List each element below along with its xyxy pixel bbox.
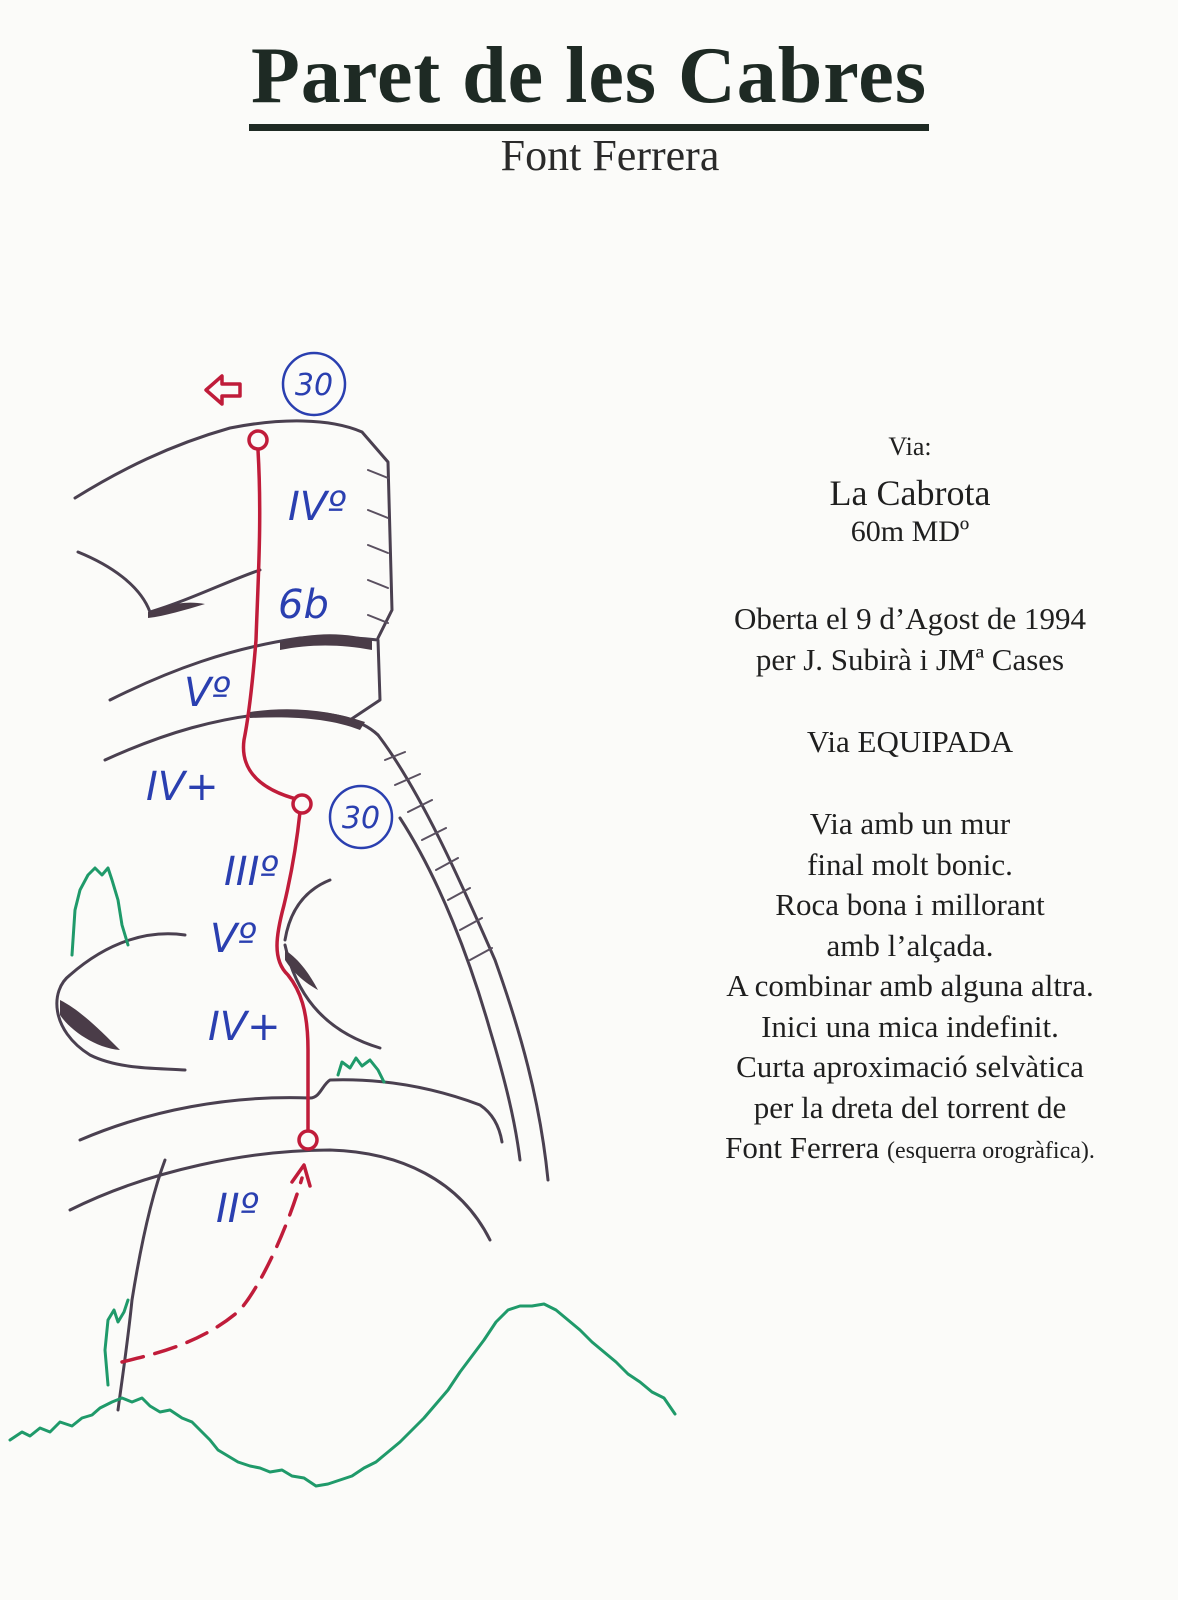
bolt-count-badge-top <box>283 353 345 415</box>
description-line: final molt bonic. <box>807 846 1013 882</box>
bolt-count-badge-middle <box>330 786 392 848</box>
description-line: Curta aproximació selvàtica <box>736 1049 1084 1084</box>
rock-shadow-4 <box>285 950 318 990</box>
descent-arrow-icon <box>206 376 240 404</box>
rock-shadow-3 <box>250 709 365 730</box>
rock-face-right-1 <box>368 470 388 623</box>
belay-station-icon <box>299 1131 317 1149</box>
description-line: Inici una mica indefinit. <box>761 1008 1059 1044</box>
via-length-grade: 60m MDº <box>850 515 970 548</box>
description-line: Via amb un mur <box>809 806 1011 841</box>
route-description <box>660 804 1160 1172</box>
description-last-main: Font Ferrera <box>725 1130 887 1165</box>
rock-shadow-5 <box>60 1000 120 1050</box>
description-last-note: (esquerra orogràfica). <box>886 1138 1095 1164</box>
via-label: Via: <box>888 432 932 461</box>
belay-station-icon <box>293 795 311 813</box>
equipment-status: Via EQUIPADA <box>806 724 1014 759</box>
rock-ledge-lower-2 <box>70 1150 490 1240</box>
rock-ledge-upper <box>78 552 260 612</box>
grade-label-6: Vº <box>210 916 257 962</box>
rock-ledge-lower-1 <box>80 1080 502 1142</box>
bolt-count-middle: 30 <box>341 801 381 836</box>
description-line: Roca bona i millorant <box>775 887 1045 922</box>
grade-label-5: IIIº <box>224 849 279 895</box>
rock-boulder-left <box>57 934 185 1070</box>
grade-label-2: 6b <box>278 582 329 628</box>
page-title-text: Paret de les Cabres <box>249 28 929 131</box>
via-name: La Cabrota <box>829 473 991 513</box>
rock-slab-hatch <box>385 752 492 960</box>
rock-base-left <box>118 1160 165 1410</box>
rock-ledge-6b <box>110 637 380 720</box>
grade-label-1: IVº <box>288 484 347 530</box>
belay-station-icon <box>249 431 267 449</box>
grade-label-3: Vº <box>184 670 231 716</box>
rock-shadow-1 <box>148 603 205 618</box>
route-info-panel <box>660 430 1160 1172</box>
description-line-last <box>660 1128 1160 1172</box>
grade-label-8: IIº <box>216 1186 259 1232</box>
opened-by: per J. Subirà i JMª Cases <box>755 642 1065 677</box>
route-line-approach-dashed <box>122 1178 302 1362</box>
rock-slab-right-inner <box>400 818 520 1160</box>
rock-slab-right-outer <box>378 735 548 1180</box>
opened-date: Oberta el 9 d’Agost de 1994 <box>733 601 1087 636</box>
rock-shadow-2 <box>280 634 372 650</box>
description-line: amb l’alçada. <box>826 927 994 963</box>
description-line: per la dreta del torrent de <box>753 1089 1067 1125</box>
grade-label-4: IV+ <box>146 764 219 810</box>
description-line: A combinar amb alguna altra. <box>726 968 1094 1003</box>
bolt-count-top: 30 <box>294 368 334 403</box>
ground-line <box>10 1304 675 1486</box>
grade-label-7: IV+ <box>208 1004 281 1050</box>
page-subtitle: Font Ferrera <box>500 131 720 180</box>
